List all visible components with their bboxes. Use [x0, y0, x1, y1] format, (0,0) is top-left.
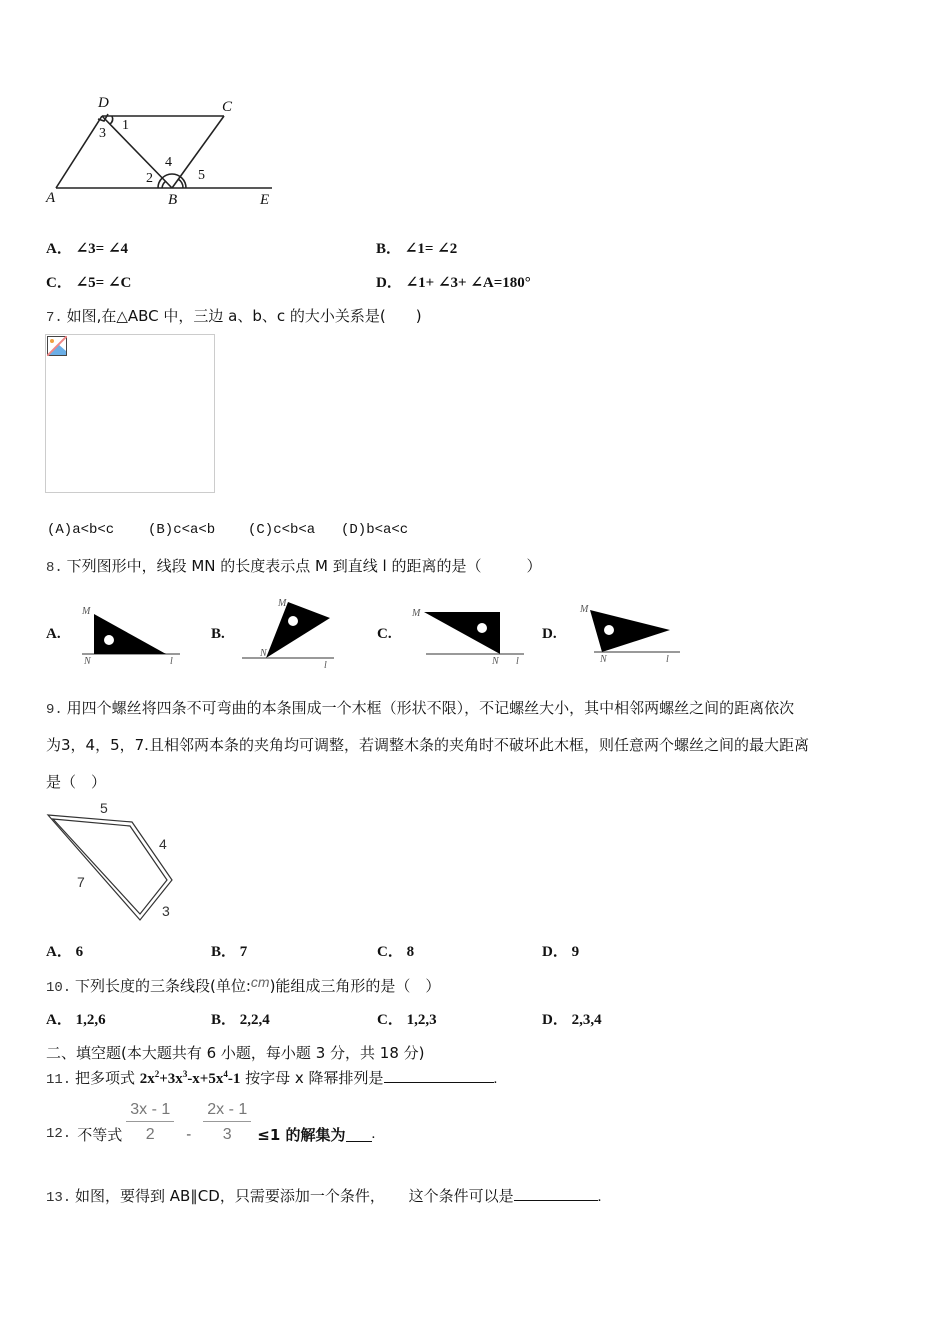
- q7-stem: [46, 305, 422, 326]
- label-l: l: [170, 656, 173, 667]
- broken-image-icon: [47, 336, 67, 356]
- label-E: E: [260, 192, 270, 208]
- q8-option-d-figure: [572, 602, 684, 670]
- option-letter: D．: [542, 1012, 568, 1028]
- label-N: N: [492, 656, 499, 667]
- label-D: D: [98, 95, 109, 111]
- polynomial: $2x^2+3x^3-x+5x^4-1$: [139, 1069, 241, 1087]
- label-A: A: [46, 190, 56, 206]
- label-C: C: [222, 99, 233, 115]
- answer-blank[interactable]: [384, 1068, 494, 1083]
- option-text: 1,2,6: [75, 1012, 106, 1028]
- question-text: 把多项式: [74, 1069, 140, 1087]
- option-letter: B．: [211, 1012, 237, 1028]
- q6-option-c[interactable]: [46, 271, 131, 292]
- label-l: l: [324, 660, 327, 671]
- angle-4-label: 4: [165, 155, 172, 170]
- label-M: M: [580, 604, 589, 615]
- option-text: 2,2,4: [239, 1012, 270, 1028]
- side-label-5: 5: [100, 800, 108, 816]
- label-M: M: [412, 608, 421, 619]
- q9-option-d[interactable]: [542, 940, 579, 961]
- q6-figure: [42, 95, 277, 210]
- label-l: l: [516, 656, 519, 667]
- angle-5-label: 5: [198, 168, 205, 183]
- label-M: M: [278, 598, 287, 609]
- question-text: 下列图形中，线段 MN 的长度表示点 M 到直线 l 的距离的是（ ）: [66, 557, 542, 575]
- option-text: ∠1+ ∠3+ ∠A=180°: [405, 275, 531, 291]
- question-text: 如图,在△ABC 中，三边 a、b、c 的大小关系是( ): [66, 307, 422, 325]
- question-number: 12.: [46, 1126, 72, 1142]
- q7-option-b[interactable]: (B)c<a<b: [148, 522, 216, 538]
- side-label-4: 4: [159, 836, 167, 852]
- answer-blank[interactable]: [514, 1186, 598, 1201]
- option-letter: A．: [46, 1012, 72, 1028]
- minus-sign: -: [186, 1125, 192, 1143]
- option-letter: D．: [542, 944, 568, 960]
- q7-option-c[interactable]: (C)c<b<a: [248, 522, 316, 538]
- period: .: [493, 1071, 498, 1087]
- q13-stem: [46, 1185, 601, 1206]
- angle-3-label: 3: [99, 126, 106, 141]
- option-text: 8: [406, 944, 415, 960]
- label-M: M: [82, 606, 91, 617]
- fraction-2: $\frac{2x - 1}{3}$: [203, 1101, 251, 1144]
- q7-option-d[interactable]: (D)b<a<c: [341, 522, 409, 538]
- q9-option-c[interactable]: [377, 940, 414, 961]
- question-text: 下列长度的三条线段(单位:: [74, 977, 251, 995]
- option-text: 7: [239, 944, 248, 960]
- period: .: [597, 1189, 602, 1205]
- q6-option-d[interactable]: [376, 271, 531, 292]
- side-label-7: 7: [77, 874, 85, 890]
- q8-option-a-figure: [76, 604, 186, 668]
- q7-option-a[interactable]: (A)a<b<c: [47, 522, 115, 538]
- question-number: 8.: [46, 560, 63, 576]
- option-text: ∠5= ∠C: [75, 275, 132, 291]
- option-text: 6: [75, 944, 84, 960]
- answer-blank[interactable]: [346, 1127, 372, 1142]
- q8-option-d-letter[interactable]: D.: [542, 626, 557, 642]
- q6-option-b[interactable]: [376, 237, 457, 258]
- label-N: N: [260, 648, 267, 659]
- angle-1-label: 1: [122, 118, 129, 133]
- option-letter: C．: [46, 275, 72, 291]
- period: .: [371, 1125, 376, 1142]
- question-text-cont: )能组成三角形的是（ ）: [269, 977, 441, 995]
- q7-image-placeholder: [45, 334, 215, 493]
- q9-stem-line3: 是（ ）: [46, 773, 107, 791]
- triangle-ruler-diagram: [236, 598, 346, 670]
- question-number: 7.: [46, 310, 63, 326]
- question-number: 9.: [46, 702, 63, 718]
- option-letter: C．: [377, 944, 403, 960]
- q9-stem-line1: [46, 697, 794, 718]
- q11-stem: [46, 1067, 497, 1088]
- option-text: 1,2,3: [406, 1012, 437, 1028]
- label-N: N: [600, 654, 607, 665]
- label-B: B: [168, 192, 178, 208]
- option-letter: A．: [46, 241, 72, 257]
- question-number: 11.: [46, 1072, 72, 1088]
- q8-option-c-letter[interactable]: C.: [377, 626, 392, 642]
- q12-stem: [46, 1098, 375, 1146]
- q10-stem: [46, 974, 440, 996]
- q10-option-a[interactable]: [46, 1008, 106, 1029]
- option-letter: B．: [376, 241, 402, 257]
- q9-stem-line2: 为3，4，5，7.且相邻两本条的夹角均可调整，若调整木条的夹角时不破坏此木框，则任意两个螺丝之间的最大距离: [46, 736, 809, 754]
- parallelogram-diagram: [42, 95, 277, 210]
- question-text: 不等式: [77, 1125, 123, 1144]
- q10-option-b[interactable]: [211, 1008, 270, 1029]
- question-text: 如图，要得到 AB∥CD，只需要添加一个条件，: [74, 1187, 385, 1205]
- question-text-cont: 这个条件可以是: [408, 1187, 514, 1205]
- question-text: 用四个螺丝将四条不可弯曲的本条围成一个木框（形状不限），不记螺丝大小，其中相邻两螺丝之间的距离依次: [66, 699, 795, 717]
- option-text: ∠1= ∠2: [404, 241, 458, 257]
- q6-option-a[interactable]: [46, 237, 128, 258]
- option-text: 9: [571, 944, 580, 960]
- fraction-1: $\frac{3x - 1}{2}$: [126, 1101, 174, 1144]
- angle-2-label: 2: [146, 171, 153, 186]
- q9-option-b[interactable]: [211, 940, 247, 961]
- q8-option-b-figure: [236, 598, 346, 670]
- option-letter: B．: [211, 944, 237, 960]
- q8-option-a-letter[interactable]: A.: [46, 626, 61, 642]
- option-letter: A．: [46, 944, 72, 960]
- option-letter: C．: [377, 1012, 403, 1028]
- question-number: 10.: [46, 980, 72, 996]
- option-letter: D．: [376, 275, 402, 291]
- q10-option-d[interactable]: [542, 1008, 602, 1029]
- q8-stem: [46, 555, 541, 576]
- question-text-cont: ≤1 的解集为: [257, 1125, 346, 1144]
- option-text: 2,3,4: [571, 1012, 602, 1028]
- q9-option-a[interactable]: [46, 940, 83, 961]
- q8-option-b-letter[interactable]: B.: [211, 626, 225, 642]
- unit-cm: cm: [250, 974, 270, 990]
- question-text-cont: 按字母 x 降幂排列是: [240, 1069, 384, 1087]
- label-N: N: [84, 656, 91, 667]
- q9-wood-frame-figure: [44, 800, 184, 925]
- question-number: 13.: [46, 1190, 72, 1206]
- option-text: ∠3= ∠4: [75, 241, 129, 257]
- q8-option-c-figure: [406, 602, 536, 670]
- section-heading-fill-in: 二、填空题(本大题共有 6 小题，每小题 3 分，共 18 分): [46, 1044, 425, 1062]
- label-l: l: [666, 654, 669, 665]
- q10-option-c[interactable]: [377, 1008, 437, 1029]
- side-label-3: 3: [162, 903, 170, 919]
